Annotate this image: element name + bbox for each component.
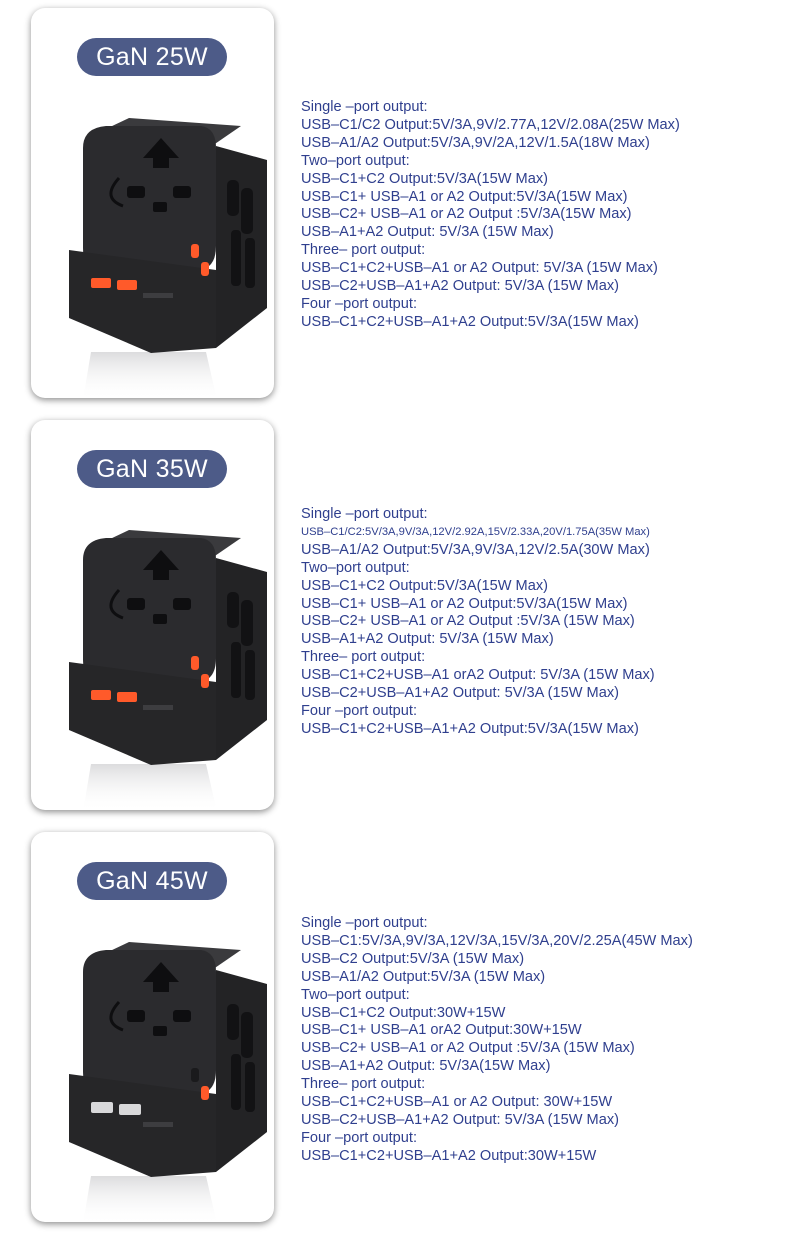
product-section-35w — [0, 412, 790, 812]
spec-line: USB–C1/C2:5V/3A,9V/3A,12V/2.92A,15V/2.33A,20V/1.75A(35W Max) — [301, 525, 650, 538]
spec-line: USB–C1+C2 Output:30W+15W — [301, 1004, 506, 1021]
spec-line: Two–port output: — [301, 559, 410, 576]
spec-line: Three– port output: — [301, 1076, 426, 1093]
spec-list — [301, 915, 693, 1166]
spec-line: Two–port output: — [301, 152, 410, 169]
spec-line: USB–C1+C2+USB–A1 orA2 Output: 5V/3A (15W Max) — [301, 667, 655, 684]
spec-line: Three– port output: — [301, 649, 426, 666]
wattage-badge: GaN 45W — [77, 862, 227, 900]
spec-line: USB–A1+A2 Output: 5V/3A (15W Max) — [301, 224, 554, 241]
spec-line: USB–A1/A2 Output:5V/3A,9V/2A,12V/1.5A(18W Max) — [301, 134, 650, 151]
spec-line: USB–C1+ USB–A1 or A2 Output:5V/3A(15W Max) — [301, 188, 628, 205]
spec-line: USB–C1+C2+USB–A1+A2 Output:5V/3A(15W Max) — [301, 313, 639, 330]
wattage-badge: GaN 35W — [77, 450, 227, 488]
product-section-25w — [0, 0, 790, 400]
spec-line: USB–C1:5V/3A,9V/3A,12V/3A,15V/3A,20V/2.25A(45W Max) — [301, 932, 693, 949]
spec-line: USB–C1+C2+USB–A1+A2 Output:30W+15W — [301, 1147, 597, 1164]
spec-line: Single –port output: — [301, 506, 428, 522]
spec-line: USB–A1/A2 Output:5V/3A (15W Max) — [301, 968, 546, 985]
spec-line: USB–C2+ USB–A1 or A2 Output :5V/3A (15W Max) — [301, 613, 635, 630]
spec-line: Single –port output: — [301, 915, 428, 931]
product-card — [31, 420, 274, 810]
spec-line: USB–A1+A2 Output: 5V/3A (15W Max) — [301, 631, 554, 648]
spec-line: USB–C2+USB–A1+A2 Output: 5V/3A (15W Max) — [301, 1111, 619, 1128]
spec-list — [301, 506, 655, 739]
spec-line: USB–C1+C2 Output:5V/3A(15W Max) — [301, 577, 548, 594]
spec-line: USB–C1+C2 Output:5V/3A(15W Max) — [301, 170, 548, 187]
spec-line: USB–C2+ USB–A1 or A2 Output :5V/3A (15W Max) — [301, 1040, 635, 1057]
spec-line: USB–A1+A2 Output: 5V/3A(15W Max) — [301, 1058, 551, 1075]
spec-list — [301, 99, 680, 332]
spec-line: USB–C2 Output:5V/3A (15W Max) — [301, 950, 525, 967]
spec-line: Single –port output: — [301, 99, 428, 115]
spec-line: USB–C1+C2+USB–A1 or A2 Output: 5V/3A (15W Max) — [301, 260, 658, 277]
product-card — [31, 832, 274, 1222]
product-section-45w — [0, 824, 790, 1224]
spec-line: USB–C2+ USB–A1 or A2 Output :5V/3A(15W Max) — [301, 206, 632, 223]
wattage-badge: GaN 25W — [77, 38, 227, 76]
spec-line: Four –port output: — [301, 1129, 418, 1146]
spec-line: USB–C1+ USB–A1 orA2 Output:30W+15W — [301, 1022, 582, 1039]
spec-line: Two–port output: — [301, 986, 410, 1003]
spec-line: Three– port output: — [301, 242, 426, 259]
spec-line: USB–C1+C2+USB–A1 or A2 Output: 30W+15W — [301, 1094, 613, 1111]
product-card — [31, 8, 274, 398]
spec-line: Four –port output: — [301, 702, 418, 719]
spec-line: USB–A1/A2 Output:5V/3A,9V/3A,12V/2.5A(30W Max) — [301, 541, 650, 558]
spec-line: USB–C2+USB–A1+A2 Output: 5V/3A (15W Max) — [301, 685, 619, 702]
spec-line: Four –port output: — [301, 295, 418, 312]
spec-line: USB–C1+ USB–A1 or A2 Output:5V/3A(15W Max) — [301, 595, 628, 612]
spec-line: USB–C1+C2+USB–A1+A2 Output:5V/3A(15W Max) — [301, 720, 639, 737]
spec-line: USB–C2+USB–A1+A2 Output: 5V/3A (15W Max) — [301, 278, 619, 295]
spec-line: USB–C1/C2 Output:5V/3A,9V/2.77A,12V/2.08A(25W Max) — [301, 116, 680, 133]
